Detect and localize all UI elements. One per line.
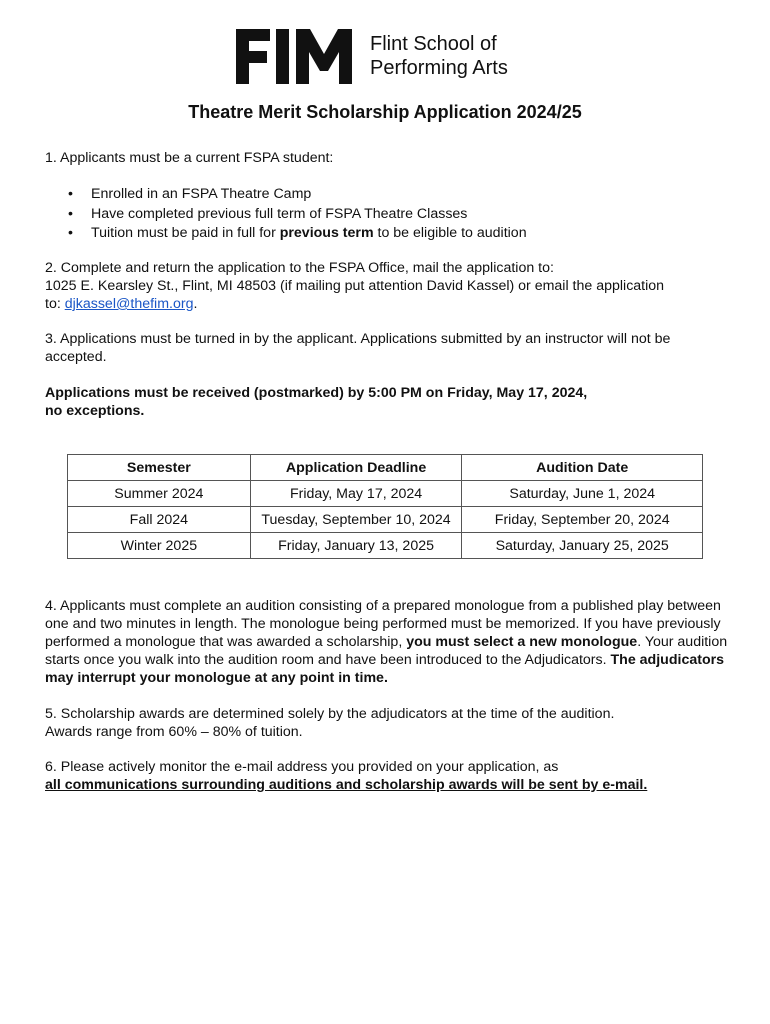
table-row xyxy=(68,481,703,507)
table-cell: Friday, September 20, 2024 xyxy=(462,507,703,533)
section-5 xyxy=(45,705,735,741)
column-header: Audition Date xyxy=(462,455,703,481)
logo-line-2: Performing Arts xyxy=(370,57,508,79)
bullet-text-bold: previous term xyxy=(279,225,374,241)
section-4 xyxy=(45,597,735,687)
section-4-text-1: 4. Applicants must complete an audition consisting of a prepared monologue from a published play between one and two minutes in length. The monologue being performed must be memorized. If you have previously performed a monologue that was awarded a scholarship, xyxy=(45,598,721,650)
section-5-line-2: Awards range from 60% – 80% of tuition. xyxy=(45,724,303,740)
section-2-line-3 xyxy=(45,295,735,313)
deadline-line-1: Applications must be received (postmarked) by 5:00 PM on Friday, May 17, 2024, xyxy=(45,385,588,401)
table-row xyxy=(68,533,703,559)
bullet-text: Enrolled in an FSPA Theatre Camp xyxy=(91,186,312,202)
section-6-line-2: all communications surrounding auditions and scholarship awards will be sent by e-mail. xyxy=(45,777,648,793)
bullet-text: Have completed previous full term of FSPA Theatre Classes xyxy=(91,205,468,222)
deadline-line-2: no exceptions. xyxy=(45,403,145,419)
bullet-text-post: to be eligible to audition xyxy=(373,225,527,241)
section-6-line-1: 6. Please actively monitor the e-mail address you provided on your application, as xyxy=(45,759,559,775)
table-cell: Winter 2025 xyxy=(68,533,251,559)
eligibility-list xyxy=(45,185,735,244)
section-4-text-2: . Your audition starts once you walk into the audition room and have been introduced to the Adjudicators. xyxy=(45,634,728,668)
school-logo xyxy=(234,26,544,88)
section-2-line-1: 2. Complete and return the application to the FSPA Office, mail the application to: xyxy=(45,260,554,276)
section-4-bold-1: you must select a new monologue xyxy=(406,634,638,650)
schedule-table xyxy=(67,454,703,559)
section-5-line-1: 5. Scholarship awards are determined solely by the adjudicators at the time of the audition. xyxy=(45,706,615,722)
table-cell: Fall 2024 xyxy=(68,507,251,533)
column-header: Application Deadline xyxy=(250,455,462,481)
table-cell: Tuesday, September 10, 2024 xyxy=(250,507,462,533)
section-6 xyxy=(45,758,735,794)
section-2-line-2: 1025 E. Kearsley St., Flint, MI 48503 (if mailing put attention David Kassel) or email the application xyxy=(45,278,665,294)
fim-logo-icon xyxy=(234,26,358,86)
table-header-row xyxy=(68,455,703,481)
email-link[interactable]: djkassel@thefim.org xyxy=(64,296,194,312)
section-3: 3. Applications must be turned in by the applicant. Applications submitted by an instructor will not be accepted. xyxy=(45,331,671,365)
table-cell: Friday, January 13, 2025 xyxy=(250,533,462,559)
table-cell: Friday, May 17, 2024 xyxy=(250,481,462,507)
section-2 xyxy=(45,259,735,313)
email-suffix: . xyxy=(193,296,198,312)
deadline-notice xyxy=(45,384,735,420)
logo-line-1: Flint School of xyxy=(370,33,497,55)
list-item xyxy=(45,185,735,205)
section-4-bold-2: The adjudicators may interrupt your monologue at any point in time. xyxy=(45,652,725,686)
table-cell: Saturday, June 1, 2024 xyxy=(462,481,703,507)
table-row xyxy=(68,507,703,533)
section-1-intro: 1. Applicants must be a current FSPA student: xyxy=(45,150,334,166)
bullet-text-pre: Tuition must be paid in full for xyxy=(91,225,280,241)
column-header: Semester xyxy=(68,455,251,481)
list-item xyxy=(45,224,735,244)
list-item xyxy=(45,205,735,225)
page-title: Theatre Merit Scholarship Application 2024/25 xyxy=(188,102,582,122)
email-prefix: to: xyxy=(45,296,65,312)
logo-wordmark xyxy=(370,32,508,80)
table-cell: Saturday, January 25, 2025 xyxy=(462,533,703,559)
table-cell: Summer 2024 xyxy=(68,481,251,507)
